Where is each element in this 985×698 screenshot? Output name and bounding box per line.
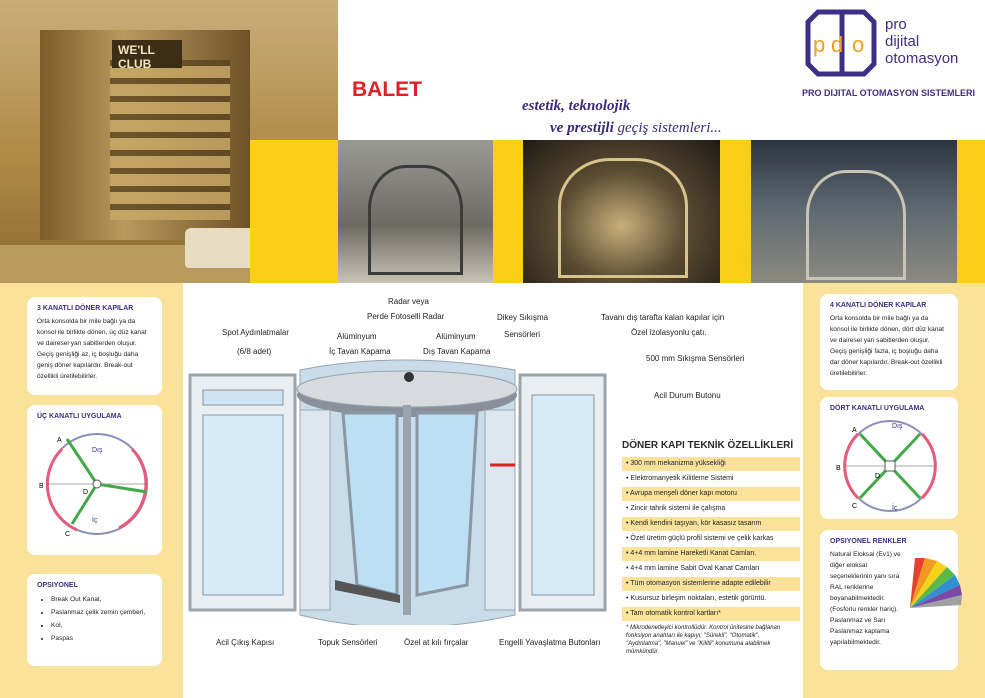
card-title: ÜÇ KANATLI UYGULAMA <box>37 413 122 420</box>
label-tavan: Tavanı dış tarafta kalan kapılar için <box>601 313 725 322</box>
logo-line2: dijital <box>885 33 920 50</box>
card-text: Natural Eloksal (Ev1) ve diğer eloksal seçeneklerinin yanı sıra RAL renklerine boyanabilmektedir. (Fosforlu renkler hariç). Paslanmaz ve Sarı Paslanmaz kaplama yapılabilmektedir. <box>830 551 901 646</box>
svg-text:A: A <box>852 427 857 434</box>
logo-tagline: PRO DIJITAL OTOMASYON SISTEMLERI <box>802 88 976 98</box>
specs-note: * Mikrodenetleyici kontrollüdür. Kontrol ünitesine bağlanan fonksiyon anahtarı ile kapıyı; "Sürekli", "Otomatik", "Aydınlatma", "Manuel" ve "Kilitli" konumuna alabilmek mümkündür. <box>626 625 781 655</box>
three-wing-plan-diagram <box>37 424 157 544</box>
label-spot: Spot Aydınlatmalar <box>222 328 290 337</box>
label-dikey: Dikey Sıkışma <box>497 313 549 322</box>
svg-text:Dış: Dış <box>892 423 903 430</box>
pdo-logo-icon <box>804 8 878 80</box>
tech-specs <box>622 440 800 656</box>
slogan-line2-rest: geçiş sistemleri... <box>617 120 722 136</box>
label-heel-sensors: Topuk Sensörleri <box>318 638 378 647</box>
optional-list <box>37 593 152 645</box>
spec-item: • 300 mm mekanizma yüksekliği <box>622 457 800 471</box>
card-title: 4 KANATLI DÖNER KAPILAR <box>830 302 927 309</box>
svg-text:D: D <box>875 473 881 480</box>
specs-title: DÖNER KAPI TEKNİK ÖZELLİKLERİ <box>622 440 794 451</box>
label-500mm: 500 mm Sıkışma Sensörleri <box>646 354 745 363</box>
door-photo-3 <box>751 140 957 283</box>
label-alu2b: Dış Tavan Kapama <box>423 347 491 356</box>
list-item: • Break Out Kanat, <box>51 593 152 606</box>
label-alu1b: İç Tavan Kapama <box>329 347 391 356</box>
slogan-line1: estetik, teknolojik <box>522 98 631 114</box>
svg-text:C: C <box>65 531 71 538</box>
product-title: BALET <box>352 78 422 101</box>
spec-item: • 4+4 mm lamine Sabit Oval Kanat Camları <box>626 565 760 572</box>
slogan <box>522 95 722 139</box>
label-brushes: Özel at kılı fırçalar <box>404 638 469 647</box>
svg-text:p: p <box>813 32 826 57</box>
spec-item: • Avrupa menşeli döner kapı motoru <box>622 487 800 501</box>
logo-line1: pro <box>885 16 907 33</box>
spec-item: • Kendi kendini taşıyan, kör kasasız tasarım <box>622 517 800 531</box>
spec-item: • Kusursuz birleşim noktaları, estetik görüntü. <box>626 595 767 602</box>
svg-text:o: o <box>852 32 865 57</box>
door-photo-1 <box>338 140 493 283</box>
spec-item: • Özel üretim güçlü profil sistemi ve çelik karkas <box>626 535 774 542</box>
list-item: • Paslanmaz çelik zemin çemberi, <box>51 606 152 619</box>
list-item: • Kol, <box>51 619 152 632</box>
four-wing-diagram-card <box>820 397 958 519</box>
svg-text:B: B <box>39 483 44 490</box>
four-wing-card <box>820 294 958 390</box>
label-disabled-buttons: Engelli Yavaşlatma Butonları <box>499 638 601 647</box>
svg-text:İç: İç <box>92 517 98 524</box>
svg-text:Dış: Dış <box>92 447 103 454</box>
card-title: DÖRT KANATLI UYGULAMA <box>830 405 925 412</box>
three-wing-diagram-card <box>27 405 162 555</box>
card-title: OPSIYONEL RENKLER <box>830 538 907 545</box>
door-photo-2 <box>523 140 720 283</box>
svg-text:İç: İç <box>892 505 898 512</box>
slogan-line2-bold: ve prestijli <box>550 120 614 136</box>
spec-item: • Elektromanyetik Kilitleme Sistemi <box>626 475 734 482</box>
svg-text:A: A <box>57 437 62 444</box>
spec-item: • Tam otomatik kontrol kartları* <box>622 607 800 621</box>
label-spot-count: (6/8 adet) <box>237 347 272 356</box>
svg-text:D: D <box>83 489 89 496</box>
list-item: • Paspas <box>51 632 152 645</box>
spec-item: • Zincir tahrik sistemi ile çalışma <box>626 505 726 512</box>
logo-wordmark <box>885 16 958 67</box>
label-alu2a: Alüminyum <box>436 332 476 341</box>
logo-line3: otomasyon <box>885 50 959 67</box>
spec-item: • 4+4 mm lamine Hareketli Kanat Camları. <box>622 547 800 561</box>
card-title: 3 KANATLI DÖNER KAPILAR <box>37 305 134 312</box>
card-title: OPSIYONEL <box>37 582 78 589</box>
svg-text:d: d <box>831 32 844 57</box>
label-emergency-button: Acil Durum Butonu <box>654 391 721 400</box>
svg-text:C: C <box>852 503 858 510</box>
color-fan-swatch-icon <box>905 553 965 613</box>
building-windows <box>110 60 230 220</box>
building-sign: WE'LL CLUB <box>112 40 182 68</box>
card-text: Orta konsolda bir mile bağlı ya da konsol ile birlikte dönen, üç düz kanat ve dairesel yan sabitlerden oluşur. Geçiş genişliği az, iç boşluğu daha geniş döner kapılardır. Break-out özellikli üretilebilirler. <box>37 318 147 380</box>
svg-text:B: B <box>836 465 841 472</box>
three-wing-card <box>27 297 162 395</box>
revolving-door-diagram <box>185 355 625 625</box>
four-wing-plan-diagram <box>830 416 950 516</box>
card-text: Orta konsolda bir mile bağlı ya da konsol ile birlikte dönen, dört düz kanat ve dairesel yan sabitlerden oluşur. Geçiş genişliği fazla, iç boşluğu daha dar döner kapılardır. Break-out özellikli üretilebilirler. <box>830 315 944 377</box>
optional-card-left <box>27 574 162 666</box>
label-izole: Özel izolasyonlu çatı. <box>631 328 707 337</box>
label-radar: Radar veya <box>388 297 429 306</box>
label-perde: Perde Fotoselli Radar <box>367 312 445 321</box>
label-alu1a: Alüminyum <box>337 332 377 341</box>
label-sensor: Sensörleri <box>504 330 541 339</box>
label-emergency-exit: Acil Çıkış Kapısı <box>216 638 275 647</box>
spec-item: • Tüm otomasyon sistemlerine adapte edilebilir <box>622 577 800 591</box>
